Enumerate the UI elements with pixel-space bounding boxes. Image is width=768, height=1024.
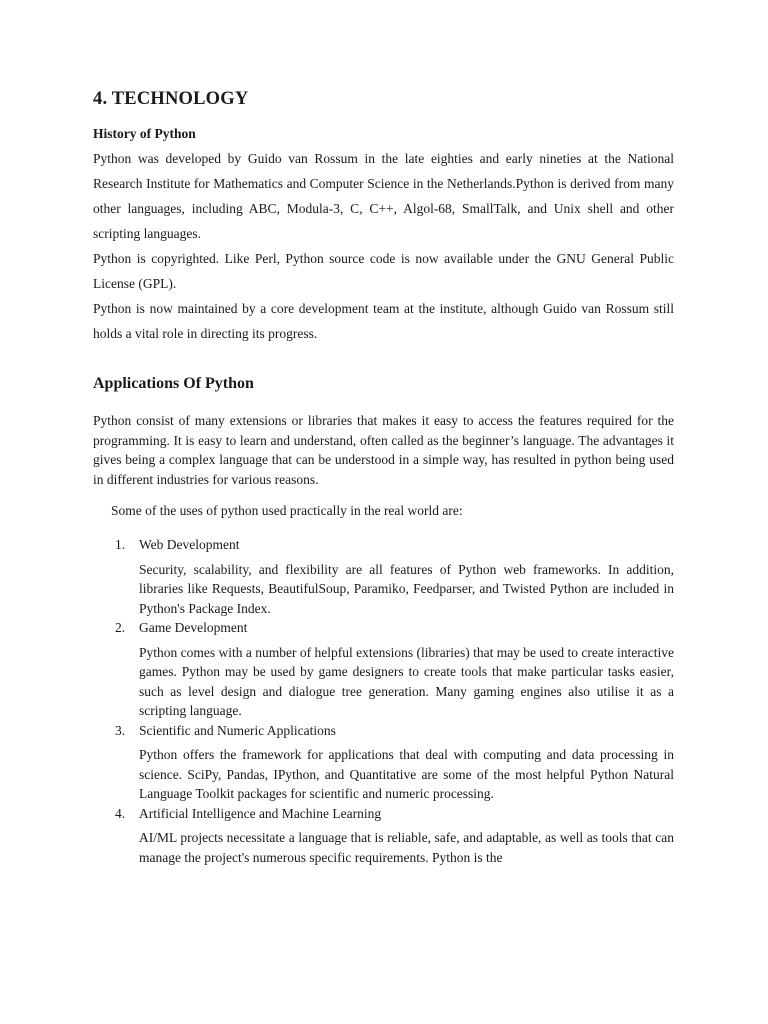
uses-lead: Some of the uses of python used practically in the real world are:: [111, 503, 463, 518]
applications-intro: Python consist of many extensions or libraries that makes it easy to access the features required for the programming. It is easy to learn and understand, often called as the beginner’s language. The advantages it gives being a complex language that can be understood in a simple way, has resulted in python being used in different industries for various reasons.: [93, 413, 674, 487]
list-item-title: Web Development: [139, 537, 240, 552]
list-item-title: Scientific and Numeric Applications: [139, 722, 336, 738]
list-item-number: 2.: [115, 620, 126, 635]
page-content: [93, 86, 674, 867]
list-item-title: Artificial Intelligence and Machine Learning: [139, 805, 382, 821]
list-item-body: Security, scalability, and flexibility are all features of Python web frameworks. In addition, libraries like Requests, BeautifulSoup, Paramiko, Feedparser, and Twisted Python are included in Python's Package Index.: [139, 561, 674, 616]
list-item: [93, 804, 674, 868]
list-item-number: 4.: [115, 805, 126, 821]
list-item-body: Python offers the framework for applications that deal with computing and data processing in science. SciPy, Pandas, IPython, and Quantitative are some of the most helpful Python Natural Language Toolkit packages for scientific and numeric processing.: [139, 747, 674, 801]
list-item: [93, 721, 674, 804]
list-item: [93, 618, 674, 721]
applications-list: [93, 535, 674, 867]
history-paragraph: Python is now maintained by a core development team at the institute, although Guido van Rossum still holds a vital role in directing its progress.: [93, 301, 674, 341]
list-item-body: Python comes with a number of helpful extensions (libraries) that may be used to create interactive games. Python may be used by game designers to create tools that make particular tasks easier, such as level design and dialogue tree generation. Many gaming engines also utilise it as a scripting language.: [139, 644, 674, 718]
list-item: [93, 535, 674, 618]
history-paragraph: Python was developed by Guido van Rossum in the late eighties and early nineties at the National Research Institute for Mathematics and Computer Science in the Netherlands.Python is derived from many other languages, including ABC, Modula-3, C, C++, Algol-68, SmallTalk, and Unix shell and other scripting languages.: [93, 151, 674, 241]
list-item-number: 1.: [115, 537, 126, 552]
list-item-number: 3.: [115, 722, 126, 738]
history-paragraph: Python is copyrighted. Like Perl, Python source code is now available under the GNU General Public License (GPL).: [93, 251, 674, 291]
list-item-body: AI/ML projects necessitate a language that is reliable, safe, and adaptable, as well as tools that can manage the project's numerous specific requirements. Python is the: [139, 830, 674, 865]
section-heading: 4. TECHNOLOGY: [93, 89, 249, 109]
history-title: History of Python: [93, 126, 196, 141]
list-item-title: Game Development: [139, 620, 248, 635]
applications-title: Applications Of Python: [93, 375, 254, 392]
